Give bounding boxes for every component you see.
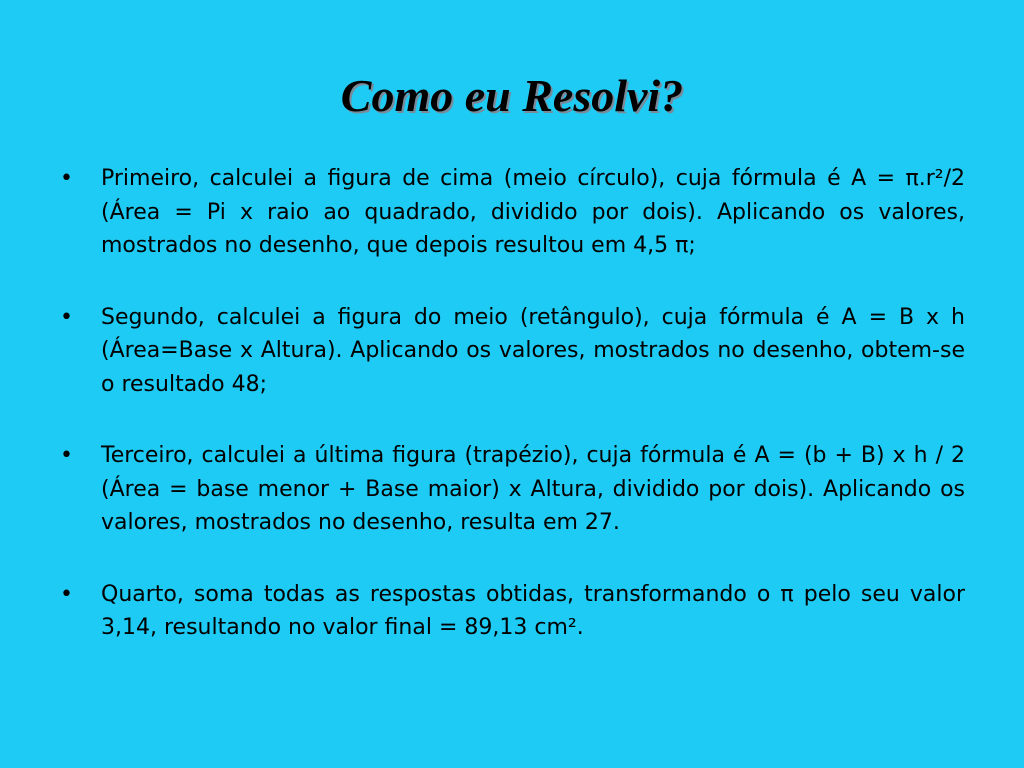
bullet-item xyxy=(60,162,965,263)
bullet-marker: • xyxy=(60,166,73,191)
bullet-text: Terceiro, calculei a última figura (trapézio), cuja fórmula é A = (b + B) x h / 2 (Área = base menor + Base maior) x Altura, dividido por dois). Aplicando os valores, mostrados no desenho, resulta em 27. xyxy=(101,443,965,535)
bullet-text: Segundo, calculei a figura do meio (retângulo), cuja fórmula é A = B x h (Área=Base x Altura). Aplicando os valores, mostrados no desenho, obtem-se o resultado 48; xyxy=(101,304,965,397)
bullet-item xyxy=(60,439,965,540)
bullet-marker: • xyxy=(60,443,73,468)
bullet-item xyxy=(60,301,965,402)
slide-title: Como eu Resolvi? xyxy=(340,70,684,121)
bullet-text: Primeiro, calculei a figura de cima (meio círculo), cuja fórmula é A = π.r²/2 (Área = Pi x raio ao quadrado, dividido por dois). Aplicando os valores, mostrados no desenho, que depois resultou em 4,5 π; xyxy=(101,166,965,258)
bullet-text: Quarto, soma todas as respostas obtidas, transformando o π pelo seu valor 3,14, resultando no valor final = 89,13 cm². xyxy=(101,581,965,640)
bullet-item xyxy=(60,578,965,645)
bullet-list xyxy=(60,162,965,683)
bullet-marker: • xyxy=(60,581,73,607)
bullet-marker: • xyxy=(60,304,73,330)
